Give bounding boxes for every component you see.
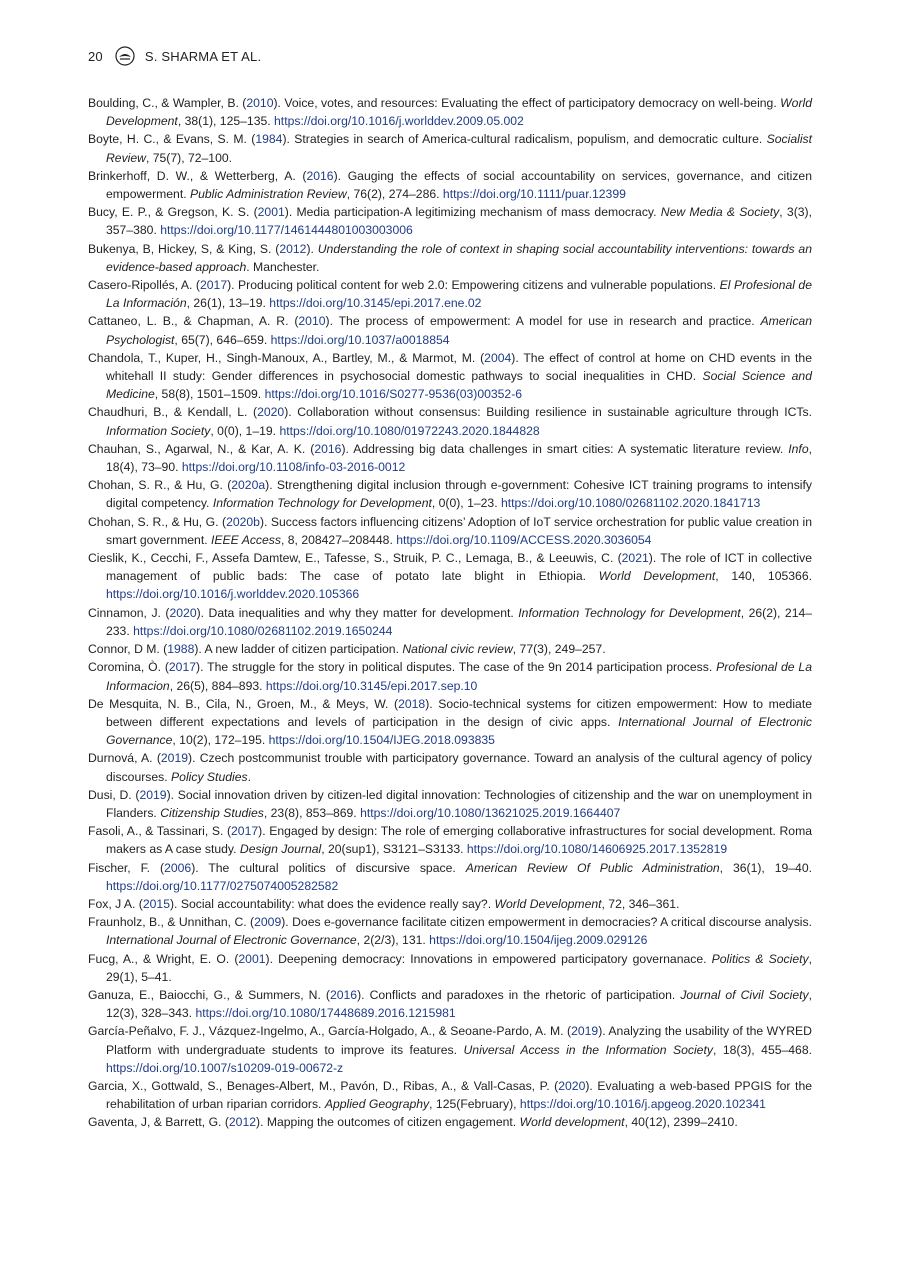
reference-details: , 23(8), 853–869. xyxy=(263,805,361,820)
reference-doi-link[interactable]: https://doi.org/10.1080/01972243.2020.1844828 xyxy=(279,423,540,438)
reference-venue: Applied Geography xyxy=(324,1097,430,1112)
reference-details: , 38(1), 125–135. xyxy=(177,114,275,129)
reference-entry xyxy=(88,640,812,658)
reference-details: , 26(1), 13–19. xyxy=(186,296,270,311)
reference-venue: World development xyxy=(519,1115,625,1130)
reference-entry xyxy=(88,240,812,276)
reference-details: , 8, 208427–208448. xyxy=(281,532,397,547)
reference-year-link[interactable]: 2006 xyxy=(164,860,192,875)
reference-year-link[interactable]: 2009 xyxy=(254,915,282,930)
reference-year-link[interactable]: 2010 xyxy=(246,96,274,110)
reference-authors: Coromina, Ò. ( xyxy=(88,660,169,675)
reference-details: , 65(7), 646–659. xyxy=(174,332,271,347)
reference-title: ). Success factors influencing citizens’ Adoption of IoT service orchestration for public value creation in smart government. xyxy=(106,514,812,547)
reference-entry xyxy=(88,822,812,858)
reference-year-link[interactable]: 2020 xyxy=(257,405,285,420)
reference-entry xyxy=(88,895,812,913)
reference-details: , 18(4), 73–90. xyxy=(106,441,812,475)
reference-title: ). Does e-governance facilitate citizen empowerment in democracies? A critical discourse analysis. xyxy=(281,915,812,930)
reference-title: ). Social accountability: what does the evidence really say?. xyxy=(169,896,495,911)
reference-year-link[interactable]: 2016 xyxy=(329,987,358,1002)
reference-venue: Information Society xyxy=(106,423,211,438)
reference-details: , 40(12), 2399–2410. xyxy=(624,1115,738,1130)
reference-authors: Bucy, E. P., & Gregson, K. S. ( xyxy=(88,205,258,220)
reference-authors: Chandola, T., Kuper, H., Singh-Manoux, A., Bartley, M., & Marmot, M. ( xyxy=(88,350,485,365)
reference-authors: Brinkerhoff, D. W., & Wetterberg, A. ( xyxy=(88,168,307,183)
reference-entry xyxy=(88,1113,812,1131)
reference-entry xyxy=(88,859,812,895)
reference-entry xyxy=(88,349,812,404)
reference-details: , 0(0), 1–19. xyxy=(210,423,280,438)
reference-doi-link[interactable]: https://doi.org/10.3145/epi.2017.ene.02 xyxy=(269,296,482,311)
reference-venue: World Development xyxy=(106,96,812,129)
reference-venue: Citizenship Studies xyxy=(160,805,264,820)
reference-title: ). Conflicts and paradoxes in the rhetoric of participation. xyxy=(357,987,681,1002)
reference-title: ). Analyzing the usability of the WYRED Platform with undergraduate students to improve its features. xyxy=(106,1024,812,1057)
reference-venue: International Journal of Electronic Governance xyxy=(106,714,813,748)
reference-year-link[interactable]: 2021 xyxy=(621,551,649,566)
reference-entry xyxy=(88,695,812,750)
reference-title: ). Evaluating a web-based PPGIS for the rehabilitation of urban riparian corridors. xyxy=(106,1078,813,1112)
reference-doi-link[interactable]: https://doi.org/10.1016/j.worlddev.2009.05.002 xyxy=(274,114,524,129)
reference-doi-link[interactable]: https://doi.org/10.1007/s10209-019-00672-z xyxy=(106,1060,344,1075)
reference-authors: De Mesquita, N. B., Cila, N., Groen, M., & Meys, W. ( xyxy=(88,696,399,711)
reference-entry xyxy=(88,440,812,476)
reference-entry xyxy=(88,94,812,130)
page-number: 20 xyxy=(88,48,103,64)
reference-venue: Social Science and Medicine xyxy=(106,369,812,402)
reference-title: ). Collaboration without consensus: Building resilience in sustainable agriculture through ICTs. xyxy=(284,405,812,420)
reference-details: , 77(3), 249–257. xyxy=(512,642,606,657)
reference-entry xyxy=(88,604,812,640)
reference-entry xyxy=(88,130,812,166)
reference-details: , 72, 346–361. xyxy=(601,896,680,911)
reference-title: ). Addressing big data challenges in smart cities: A systematic literature review. xyxy=(341,441,789,456)
reference-doi-link[interactable]: https://doi.org/10.3145/epi.2017.sep.10 xyxy=(265,678,478,693)
page-header xyxy=(88,46,261,66)
reference-venue: American Review Of Public Administration xyxy=(465,860,720,875)
reference-title: ). Media participation-A legitimizing mechanism of mass democracy. xyxy=(284,205,661,220)
reference-details: , 12(3), 328–343. xyxy=(106,987,812,1021)
reference-year-link[interactable]: 2015 xyxy=(142,896,170,911)
reference-details: , 3(3), 357–380. xyxy=(106,205,812,238)
reference-doi-link[interactable]: https://doi.org/10.1111/puar.12399 xyxy=(442,187,626,202)
reference-authors: Fischer, F. ( xyxy=(88,860,165,875)
reference-title: ). Mapping the outcomes of citizen engagement. xyxy=(256,1115,520,1130)
reference-details: , 26(5), 884–893. xyxy=(169,678,266,693)
reference-title: ). Strengthening digital inclusion through e-government: Cohesive ICT training programs to intensify digital competency. xyxy=(106,478,812,511)
reference-title: ). Engaged by design: The role of emerging collaborative infrastructures for social development. Roma makers as A case study. xyxy=(106,824,812,857)
reference-doi-link[interactable]: https://doi.org/10.1080/14606925.2017.1352819 xyxy=(466,842,728,857)
reference-venue: El Profesional de La Información xyxy=(106,278,812,311)
reference-venue: International Journal of Electronic Governance xyxy=(106,933,357,948)
reference-details: , 10(2), 172–195. xyxy=(172,733,269,748)
reference-year-link[interactable]: 2020b xyxy=(226,514,260,529)
reference-doi-link[interactable]: https://doi.org/10.1016/j.worlddev.2020.105366 xyxy=(106,587,360,602)
reference-year-link[interactable]: 2004 xyxy=(484,350,512,365)
reference-authors: Fraunholz, B., & Unnithan, C. ( xyxy=(88,915,255,930)
reference-details: , 0(0), 1–23. xyxy=(431,496,501,511)
reference-doi-link[interactable]: https://doi.org/10.1177/0275074005282582 xyxy=(106,878,339,893)
reference-year-link[interactable]: 2018 xyxy=(398,696,426,711)
reference-year-link[interactable]: 2016 xyxy=(306,168,334,183)
reference-year-link[interactable]: 2020a xyxy=(231,478,266,493)
reference-details: , 58(8), 1501–1509. xyxy=(154,387,265,402)
reference-authors: Casero-Ripollés, A. ( xyxy=(88,278,200,293)
reference-entry xyxy=(88,786,812,822)
reference-details: . Manchester. xyxy=(246,259,320,274)
reference-title: ). A new ladder of citizen participation. xyxy=(194,642,403,657)
reference-venue: Policy Studies xyxy=(171,769,248,784)
reference-venue: Public Administration Review xyxy=(190,187,347,202)
reference-venue: Information Technology for Development xyxy=(212,496,432,511)
reference-details: , 20(sup1), S3121–S3133. xyxy=(321,842,467,857)
reference-year-link[interactable]: 2017 xyxy=(168,660,197,675)
reference-title: ). Social innovation driven by citizen-led digital innovation: Technologies of citizenship and the war on unemployment in Flanders. xyxy=(106,787,812,820)
reference-year-link[interactable]: 2001 xyxy=(257,205,285,220)
reference-list xyxy=(88,94,812,1132)
reference-doi-link[interactable]: https://doi.org/10.1016/j.apgeog.2020.102341 xyxy=(519,1097,766,1112)
reference-title: ). Gauging the effects of social accountability on services, governance, and citizen empowerment. xyxy=(106,168,812,202)
reference-authors: Chohan, S. R., & Hu, G. ( xyxy=(88,514,227,529)
reference-details: , 2(2/3), 131. xyxy=(356,933,430,948)
reference-venue: IEEE Access xyxy=(211,532,281,547)
reference-year-link[interactable]: 1988 xyxy=(167,642,195,657)
reference-year-link[interactable]: 2019 xyxy=(139,787,167,802)
reference-title: ). The process of empowerment: A model for use in research and practice. xyxy=(325,314,761,329)
reference-year-link[interactable]: 2012 xyxy=(279,241,307,256)
reference-authors: Fasoli, A., & Tassinari, S. ( xyxy=(88,824,232,839)
reference-title: ). The struggle for the story in political disputes. The case of the 9n 2014 participation process. xyxy=(196,660,717,675)
reference-details: , 36(1), 19–40. xyxy=(719,860,813,875)
reference-entry xyxy=(88,312,812,348)
reference-authors: Cattaneo, L. B., & Chapman, A. R. ( xyxy=(88,314,299,329)
reference-venue: Universal Access in the Information Society xyxy=(463,1042,713,1057)
reference-doi-link[interactable]: https://doi.org/10.1080/02681102.2020.1841713 xyxy=(500,496,761,511)
reference-title: ). Data inequalities and why they matter for development. xyxy=(196,605,519,620)
reference-details: . xyxy=(247,769,251,784)
reference-venue: Socialist Review xyxy=(106,132,813,165)
reference-authors: Durnová, A. ( xyxy=(88,751,161,766)
reference-entry xyxy=(88,950,812,986)
running-title: S. SHARMA ET AL. xyxy=(144,48,262,64)
reference-entry xyxy=(88,403,812,439)
reference-doi-link[interactable]: https://doi.org/10.1177/1461444801003003006 xyxy=(160,223,413,238)
reference-venue: World Development xyxy=(494,896,602,911)
reference-details: , 125(February), xyxy=(429,1097,520,1112)
reference-authors: Connor, D M. ( xyxy=(88,642,168,657)
reference-entry xyxy=(88,658,812,694)
reference-title: ). Czech postcommunist trouble with participatory governance. Toward an analysis of the cultural agency of policy discourses. xyxy=(106,751,813,784)
reference-year-link[interactable]: 2012 xyxy=(228,1115,257,1130)
reference-year-link[interactable]: 2020 xyxy=(169,605,197,620)
reference-year-link[interactable]: 2020 xyxy=(558,1078,586,1093)
reference-authors: Boyte, H. C., & Evans, S. M. ( xyxy=(88,132,256,147)
reference-venue: Politics & Society xyxy=(711,951,809,966)
reference-year-link[interactable]: 1984 xyxy=(255,132,283,147)
reference-year-link[interactable]: 2016 xyxy=(314,441,342,456)
reference-entry xyxy=(88,986,812,1022)
reference-authors: Fox, J A. ( xyxy=(88,896,143,911)
reference-doi-link[interactable]: https://doi.org/10.1080/17448689.2016.1215981 xyxy=(195,1006,456,1021)
reference-title: ). The effect of control at home on CHD events in the whitehall II study: Gender differences in psychosocial domestic pathways to social inequalities in CHD. xyxy=(106,350,812,384)
reference-year-link[interactable]: 2001 xyxy=(238,951,266,966)
reference-entry xyxy=(88,1077,812,1113)
reference-doi-link[interactable]: https://doi.org/10.1080/02681102.2019.1650244 xyxy=(133,623,393,638)
reference-doi-link[interactable]: https://doi.org/10.1016/S0277-9536(03)00352-6 xyxy=(264,387,523,402)
reference-authors: Fucg, A., & Wright, E. O. ( xyxy=(88,951,239,966)
reference-title: ). Producing political content for web 2.0: Empowering citizens and vulnerable populations. xyxy=(227,278,720,293)
reference-venue: Information Technology for Development xyxy=(518,605,741,620)
reference-year-link[interactable]: 2017 xyxy=(231,824,259,839)
reference-title: ). The cultural politics of discursive space. xyxy=(191,860,466,875)
reference-venue: Info xyxy=(788,441,809,456)
reference-entry xyxy=(88,749,812,785)
reference-details: , 75(7), 72–100. xyxy=(145,150,233,165)
reference-authors: Dusi, D. ( xyxy=(88,787,140,802)
reference-entry xyxy=(88,276,812,312)
publisher-logo-icon xyxy=(115,46,135,66)
reference-entry xyxy=(88,1022,812,1077)
reference-entry xyxy=(88,203,812,239)
reference-doi-link[interactable]: https://doi.org/10.1504/IJEG.2018.093835 xyxy=(268,733,495,748)
reference-entry xyxy=(88,167,812,203)
reference-details: , 76(2), 274–286. xyxy=(346,187,443,202)
reference-details: , 29(1), 5–41. xyxy=(106,951,812,984)
reference-year-link[interactable]: 2010 xyxy=(298,314,326,329)
reference-title: ). xyxy=(306,241,318,256)
reference-authors: Cinnamon, J. ( xyxy=(88,605,170,620)
reference-doi-link[interactable]: https://doi.org/10.1109/ACCESS.2020.3036054 xyxy=(396,532,652,547)
reference-entry xyxy=(88,513,812,549)
reference-details: , 18(3), 455–468. xyxy=(712,1042,812,1057)
reference-details: , 140, 105366. xyxy=(715,569,812,584)
reference-authors: Gaventa, J, & Barrett, G. ( xyxy=(88,1115,229,1130)
reference-authors: Garcia, X., Gottwald, S., Benages-Albert, M., Pavón, D., Ribas, A., & Vall-Casas, P. ( xyxy=(88,1078,559,1093)
reference-authors: Boulding, C., & Wampler, B. ( xyxy=(88,96,247,110)
reference-venue: Profesional de La Informacion xyxy=(106,660,812,693)
reference-title: ). Socio-technical systems for citizen empowerment: How to mediate between different expectations and levels of participation in the design of civic apps. xyxy=(106,696,812,729)
reference-entry xyxy=(88,549,812,604)
reference-title: ). Voice, votes, and resources: Evaluating the effect of participatory democracy on well-being. xyxy=(273,96,781,110)
reference-venue: New Media & Society xyxy=(660,205,780,220)
reference-doi-link[interactable]: https://doi.org/10.1080/13621025.2019.1664407 xyxy=(360,805,621,820)
reference-venue: World Development xyxy=(598,569,716,584)
reference-venue: American Psychologist xyxy=(106,314,812,347)
reference-year-link[interactable]: 2019 xyxy=(160,751,189,766)
reference-authors: Ganuza, E., Baiocchi, G., & Summers, N. ( xyxy=(88,987,330,1002)
reference-authors: Chohan, S. R., & Hu, G. ( xyxy=(88,478,232,493)
reference-entry xyxy=(88,476,812,512)
reference-venue: Understanding the role of context in shaping social accountability interventions: towards an evidence-based approach xyxy=(106,241,812,274)
reference-doi-link[interactable]: https://doi.org/10.1504/ijeg.2009.029126 xyxy=(429,933,648,948)
reference-entry xyxy=(88,913,812,949)
reference-authors: Chauhan, S., Agarwal, N., & Kar, A. K. ( xyxy=(88,441,315,456)
reference-authors: Cieslik, K., Cecchi, F., Assefa Damtew, E., Tafesse, S., Struik, P. C., Lemaga, B., & Leeuwis, C. ( xyxy=(88,551,622,566)
reference-venue: Design Journal xyxy=(239,842,322,857)
reference-year-link[interactable]: 2017 xyxy=(199,278,228,293)
reference-details: , 26(2), 214–233. xyxy=(106,605,813,638)
reference-venue: National civic review xyxy=(402,642,513,657)
reference-title: ). Strategies in search of America-cultural radicalism, populism, and democratic culture. xyxy=(282,132,767,147)
reference-doi-link[interactable]: https://doi.org/10.1037/a0018854 xyxy=(270,332,450,347)
reference-year-link[interactable]: 2019 xyxy=(571,1024,599,1039)
reference-title: ). The role of ICT in collective management of public bads: The case of potato late blight in Ethiopia. xyxy=(106,551,812,584)
reference-authors: García-Peñalvo, F. J., Vázquez-Ingelmo, A., García-Holgado, A., & Seoane-Pardo, A. M. ( xyxy=(88,1024,572,1039)
reference-venue: Journal of Civil Society xyxy=(680,987,809,1002)
reference-authors: Bukenya, B, Hickey, S, & King, S. ( xyxy=(88,241,280,256)
reference-authors: Chaudhuri, B., & Kendall, L. ( xyxy=(88,405,258,420)
reference-title: ). Deepening democracy: Innovations in empowered participatory governanace. xyxy=(265,951,712,966)
reference-doi-link[interactable]: https://doi.org/10.1108/info-03-2016-0012 xyxy=(181,460,406,475)
